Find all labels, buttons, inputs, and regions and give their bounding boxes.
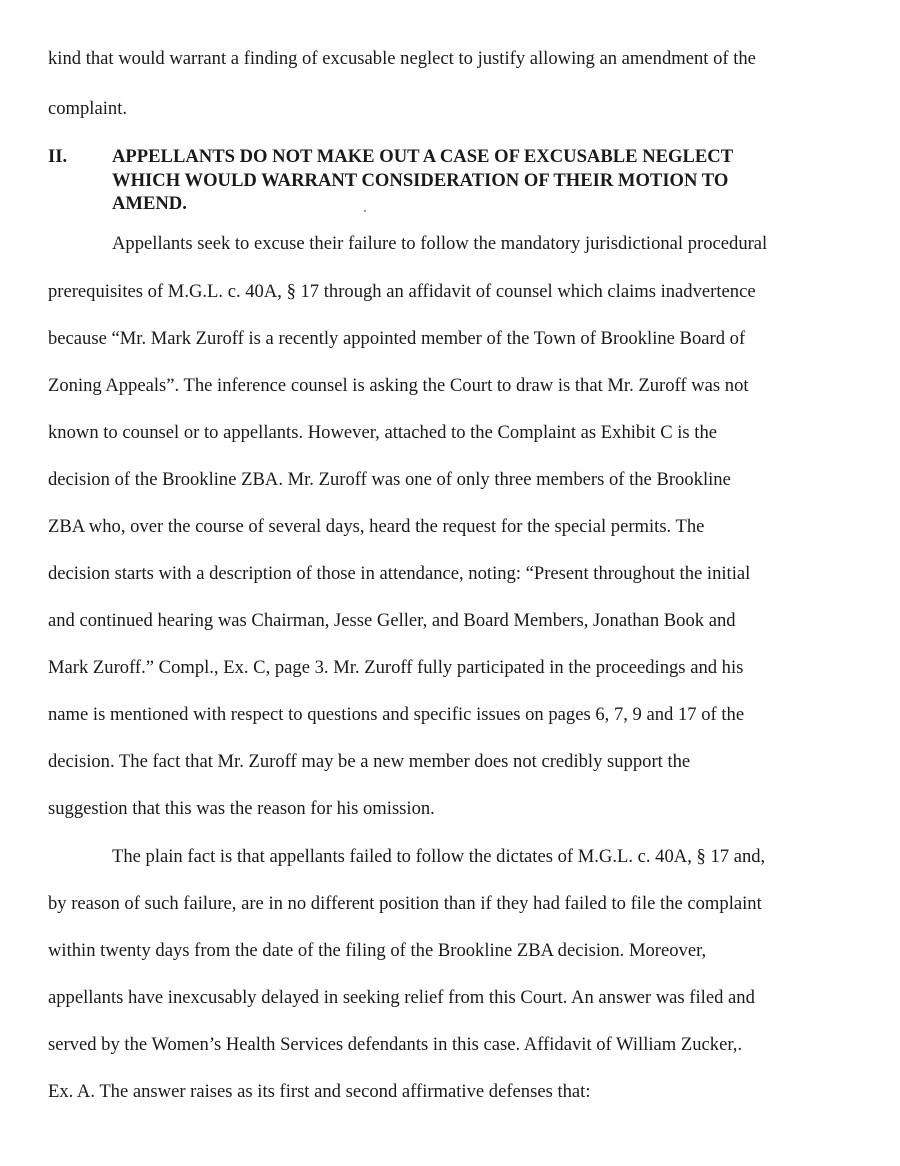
text-line: Zoning Appeals”. The inference counsel is asking the Court to draw is that Mr. Zuroff was not [48,375,749,396]
text-line: kind that would warrant a finding of excusable neglect to justify allowing an amendment of the [48,48,756,69]
section-number: II. [48,146,68,167]
text-line: Ex. A. The answer raises as its first and second affirmative defenses that: [48,1081,591,1102]
text-line: served by the Women’s Health Services defendants in this case. Affidavit of William Zucker,. [48,1034,743,1055]
section-heading-line: APPELLANTS DO NOT MAKE OUT A CASE OF EXCUSABLE NEGLECT [112,146,734,167]
scan-speck [364,210,366,212]
text-line: and continued hearing was Chairman, Jesse Geller, and Board Members, Jonathan Book and [48,610,736,631]
text-line: prerequisites of M.G.L. c. 40A, § 17 through an affidavit of counsel which claims inadvertence [48,281,756,302]
text-line: because “Mr. Mark Zuroff is a recently appointed member of the Town of Brookline Board of [48,328,746,349]
text-line: Appellants seek to excuse their failure to follow the mandatory jurisdictional procedural [112,233,768,254]
text-line: The plain fact is that appellants failed to follow the dictates of M.G.L. c. 40A, § 17 and, [112,846,766,867]
text-line: decision. The fact that Mr. Zuroff may be a new member does not credibly support the [48,751,691,772]
text-line: known to counsel or to appellants. However, attached to the Complaint as Exhibit C is the [48,422,718,443]
text-line: ZBA who, over the course of several days, heard the request for the special permits. The [48,516,705,537]
text-line: decision starts with a description of those in attendance, noting: “Present throughout the initial [48,563,751,584]
text-line: appellants have inexcusably delayed in seeking relief from this Court. An answer was filed and [48,987,755,1008]
text-line: within twenty days from the date of the filing of the Brookline ZBA decision. Moreover, [48,940,707,961]
text-line: name is mentioned with respect to questions and specific issues on pages 6, 7, 9 and 17 of the [48,704,745,725]
text-line: Mark Zuroff.” Compl., Ex. C, page 3. Mr. Zuroff fully participated in the proceedings and his [48,657,744,678]
text-line: suggestion that this was the reason for his omission. [48,798,435,819]
section-heading-line: WHICH WOULD WARRANT CONSIDERATION OF THEIR MOTION TO [112,169,729,191]
section-heading [112,145,852,216]
section-heading-line: AMEND. [112,193,187,214]
text-line: by reason of such failure, are in no different position than if they had failed to file the complaint [48,893,762,914]
text-line: complaint. [48,98,128,119]
text-line: decision of the Brookline ZBA. Mr. Zuroff was one of only three members of the Brookline [48,469,731,490]
